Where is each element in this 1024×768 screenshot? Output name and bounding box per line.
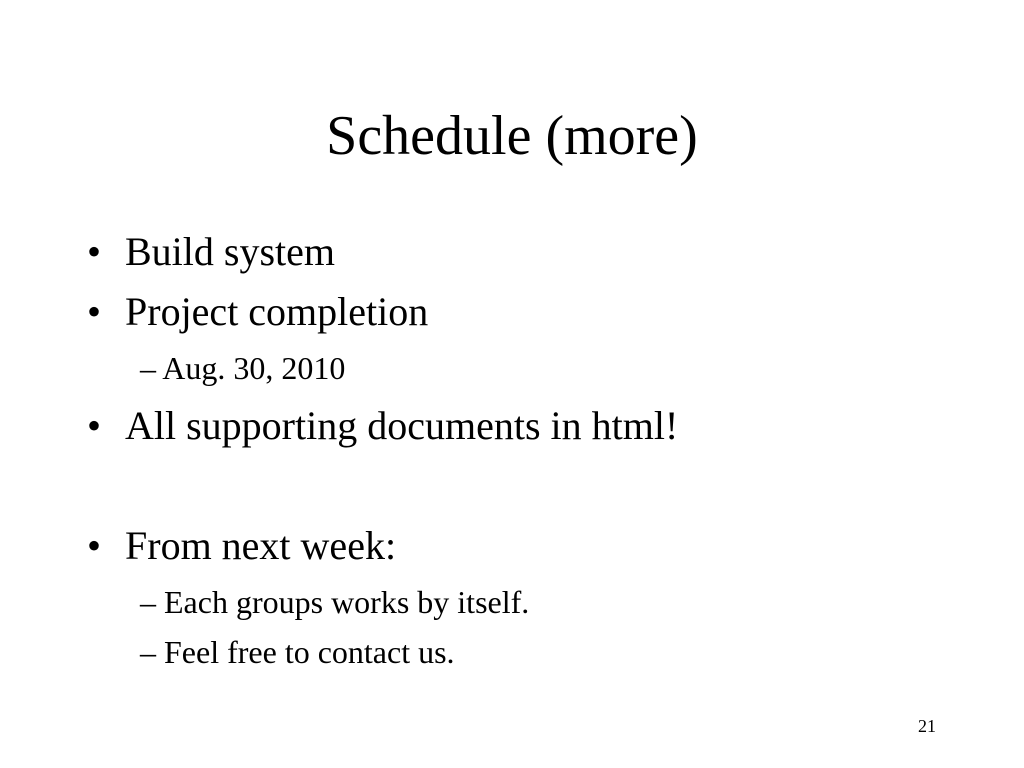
subitem-completion-date: – Aug. 30, 2010	[140, 350, 346, 386]
bullet-text: All supporting documents in html!	[125, 403, 679, 448]
bullet-text: Project completion	[125, 289, 429, 334]
slide-title: Schedule (more)	[326, 105, 698, 167]
bullet-project-completion	[87, 288, 428, 336]
slide-number: 21	[918, 716, 936, 736]
bullet-build-system	[87, 228, 335, 276]
bullet-supporting-documents	[87, 402, 678, 450]
bullet-marker: •	[87, 289, 102, 334]
bullet-from-next-week	[87, 522, 396, 570]
subitem-contact-us: – Feel free to contact us.	[140, 634, 455, 670]
bullet-marker: •	[87, 403, 102, 448]
bullet-text: Build system	[125, 229, 336, 274]
subitem-groups-work: – Each groups works by itself.	[140, 584, 530, 620]
bullet-marker: •	[87, 229, 102, 274]
bullet-text: From next week:	[125, 523, 397, 568]
bullet-marker: •	[87, 523, 102, 568]
